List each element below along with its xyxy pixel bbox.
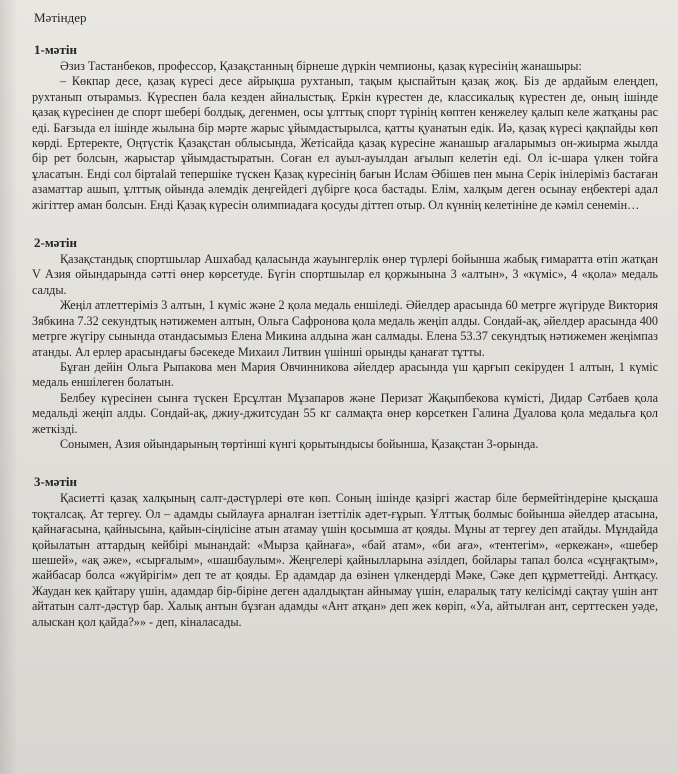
section-heading: 2-мәтін — [34, 235, 77, 251]
section-2 — [32, 235, 658, 452]
section-heading: 3-мәтін — [34, 474, 77, 490]
section-paragraph: Қасиетті қазақ халқының салт-дәстүрлері өте көп. Соның ішінде қазіргі жастар біле бермейтіндеріне қысқаша тоқталсақ. Ат тергеу. Ол – адамды сыйлауға арналған ізеттілік әдет-ғұрып. Ұлттық болмыс бойынша әйелдер атасына, қайнағасына, қайнысына, қайын-сіңлісіне атын атамау үшін қосымша ат қояды. Мұны ат тергеу деп атайды. Мұндайда қойылатын аттардың кейбірі мынандай: «Мырза қайнаға», «бай атам», «би аға», «тентегім», «еркежан», «шебер шешей», «ақ әже», «сырғалым», «шашбаулым». Жеңгелері қайнылларына әзілдеп, бойлары тапал болса «сұңғақтым», жайбасар болса «жүйрігім» деп те ат қояды. Ер адамдар да өзінен үлкендерді Мәке, Сәке деп құрметтейді. Антқасу. Жаудан кек қайтару үшін, адамдар бір-біріне деген адалдықтан айнымау үшін, еларалық тату келісімді сақтау үшін ант айтатын салт-дәстүр бар. Халық антын бұзған адамды «Ант атқан» деп жек көріп, «Уа, айтылған ант, серттескен уәде, алыскан қол қайда?»» - деп, кіналасады. — [32, 491, 658, 629]
document-title: Мәтіндер — [34, 10, 87, 25]
section-1 — [32, 42, 658, 213]
section-paragraph: – Көкпар десе, қазақ күресі десе айрықша рухтанып, тақым қыспайтын қазақ жоқ. Біз де ардайым елеңдеп, рухтанып отырамыз. Күреспен бала кезден айналыстық. Еркін күрестен де, классикалық күрестен де, оның ішінде қазақ күресінен де спорт шебері болдық, дегенмен, осы ұлттық спорт түрінің көптен кенжелеу қалып келе жатқаны рас еді. Бағзыда ел ішінде жылына бір мәрте жарыс ұйымдастырылса, қатты қуанатын едік. Иә, қазақ күресі қақпайды көп көрді. Ертеректе, Оңтүстік Қазақстан облысында, Жетісайда қазақ күресіне жанашыр ағаларымыз он-жиырма жылда бір рет болсын, жарыстар ұйымдастыратын. Соған ел ауыл-ауылдан ағылып келетін еді. Ол іс-шара үлкен тойға ұласатын. Енді сол біртalай тепершіке түскен Қазақ күресінің бағын Ислам Әбішев пен мына Серік інілеріміз бастаған азаматтар ашып, ұлттық ойында әлемдік деңгейдегі дүбірге қоса бастады. Елім, халқым деген осынау еңбектері адал жігіттер аман болсын. Енді Қазақ күресін олимпиадаға қосуды діттеп отыр. Ол күннің келетініне де кәміл сенемін… — [32, 74, 658, 212]
section-paragraph: Сонымен, Азия ойындарының төртінші күнгі қорытындысы бойынша, Қазақстан 3-орында. — [60, 436, 539, 451]
spacer — [32, 452, 658, 464]
section-paragraph: Қазақстандық спортшылар Ашхабад қаласында жауынгерлік өнер түрлері бойынша жабық ғимаратта өтіп жатқан V Азия ойындарында сәтті өнер көрсетуде. Бүгін спортшылар ел қоржынына 3 «алтын», 3 «күміс», 4 «қола» медаль салды. — [32, 252, 658, 297]
section-paragraph: Бұған дейін Ольга Рыпакова мен Мария Овчинникова әйелдер арасында үш қарғып секіруден 1 алтын, 1 күміс медаль еншілеген болатын. — [32, 359, 658, 390]
section-paragraph: Жеңіл атлеттеріміз 3 алтын, 1 күміс және 2 қола медаль еншіледі. Әйелдер арасында 60 метрге жүгіруде Виктория Зябкина 7.32 секундтық нәтижемен алтын, Ольга Сафронова қола медаль жеңіп алды. Сондай-ақ, әйелдер арасында 400 метрге жүгіру сынында отандасымыз Елена Микина алдына жан салмады. Елена 53.37 секундтық нәтижемен жеңімпаз атанды. Ал ерлер арасындағы бәсекеде Михаил Литвин үшінші орынды қанағат тұтты. — [32, 298, 658, 359]
spacer — [32, 213, 658, 225]
section-paragraph: Белбеу күресінен сынға түскен Ерсұлтан Мұзапаров және Перизат Жақыпбекова күмісті, Дидар Сәтбаев қола медальді жеңіп алды. Сондай-ақ, джиу-джитсудан 55 кг салмақта өнер көрсеткен Галина Дуалова қола медальға қол жеткізді. — [32, 390, 658, 436]
section-3 — [32, 474, 658, 630]
page-edge-shadow — [0, 0, 18, 774]
section-heading: 1-мәтін — [34, 42, 77, 57]
section-paragraph: Әзиз Тастанбеков, профессор, Қазақстанның бірнеше дүркін чемпионы, қазақ күресінің жанашыры: — [60, 59, 582, 73]
